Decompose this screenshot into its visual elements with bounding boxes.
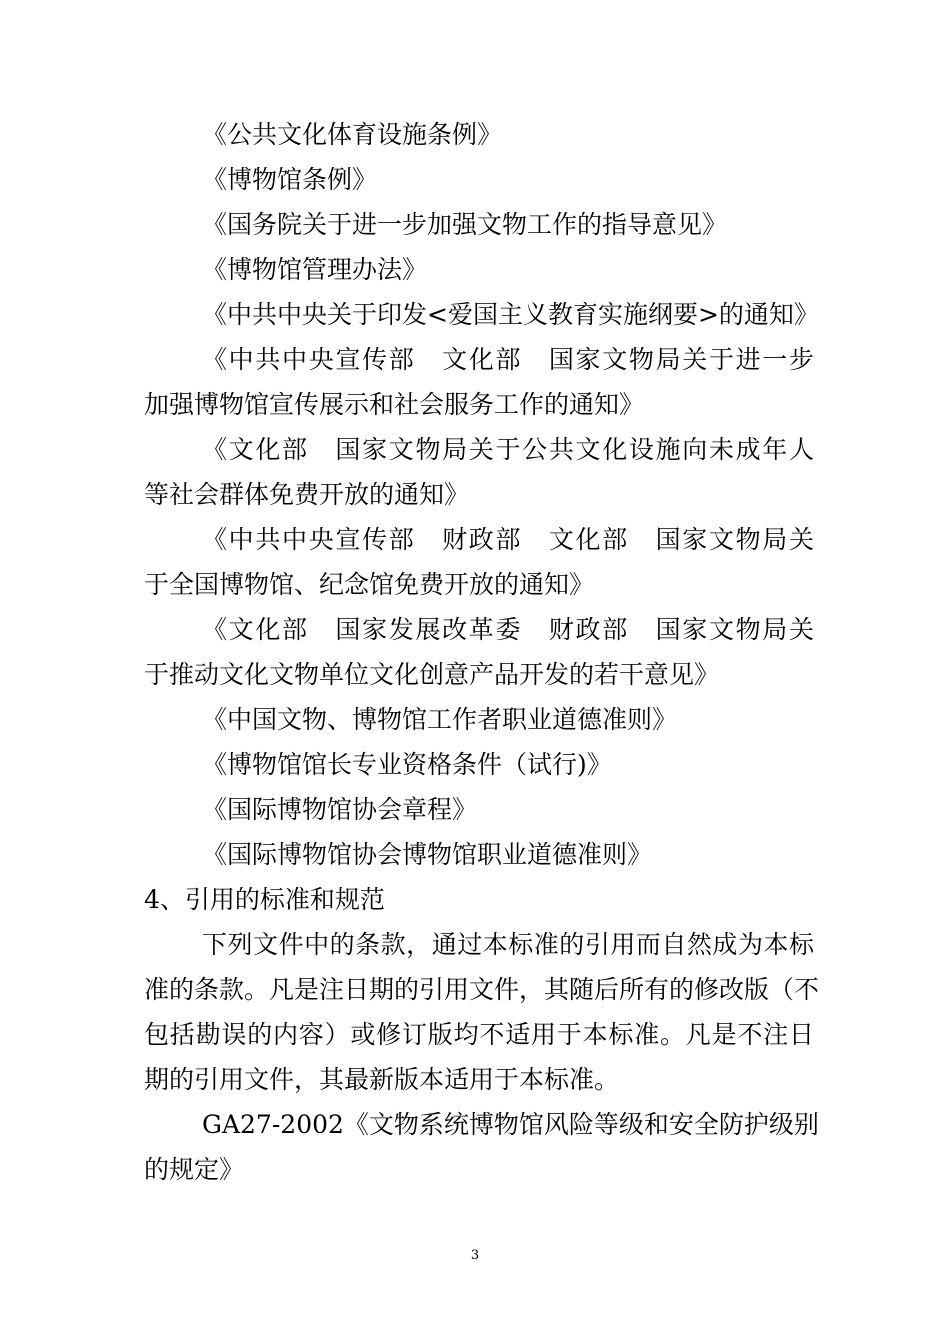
reference-item-line: 《文化部 国家文物局关于公共文化设施向未成年人 <box>202 435 814 464</box>
reference-item: 《博物馆馆长专业资格条件（试行)》 <box>202 750 612 779</box>
paragraph-line: 包括勘误的内容）或修订版均不适用于本标准。凡是不注日 <box>144 1020 814 1049</box>
reference-item: 《博物馆条例》 <box>202 165 378 194</box>
reference-item-line: 于全国博物馆、纪念馆免费开放的通知》 <box>144 570 595 599</box>
paragraph-line: 期的引用文件，其最新版本适用于本标准。 <box>144 1065 620 1094</box>
standard-reference-line: GA27-2002《文物系统博物馆风险等级和安全防护级别 <box>202 1110 819 1139</box>
standard-reference-line: 的规定》 <box>144 1155 245 1184</box>
page-number: 3 <box>470 1248 480 1263</box>
reference-item: 《国务院关于进一步加强文物工作的指导意见》 <box>202 210 728 239</box>
reference-item-line: 《中共中央宣传部 文化部 国家文物局关于进一步 <box>202 345 814 374</box>
reference-item: 《公共文化体育设施条例》 <box>202 120 503 149</box>
paragraph-line: 下列文件中的条款，通过本标准的引用而自然成为本标 <box>202 930 814 959</box>
reference-item-line: 加强博物馆宣传展示和社会服务工作的通知》 <box>144 390 645 419</box>
reference-item: 《中国文物、博物馆工作者职业道德准则》 <box>202 705 678 734</box>
reference-item: 《中共中央关于印发<爱国主义教育实施纲要>的通知》 <box>202 300 819 329</box>
reference-item-line: 等社会群体免费开放的通知》 <box>144 480 470 509</box>
reference-item-line: 于推动文化文物单位文化创意产品开发的若干意见》 <box>144 660 720 689</box>
document-body <box>144 112 820 1192</box>
section-heading: 4、引用的标准和规范 <box>144 885 385 914</box>
reference-item: 《博物馆管理办法》 <box>202 255 428 284</box>
reference-item: 《国际博物馆协会章程》 <box>202 795 478 824</box>
reference-item-line: 《中共中央宣传部 财政部 文化部 国家文物局关 <box>202 525 814 554</box>
reference-item-line: 《文化部 国家发展改革委 财政部 国家文物局关 <box>202 615 814 644</box>
reference-item: 《国际博物馆协会博物馆职业道德准则》 <box>202 840 653 869</box>
paragraph-line: 准的条款。凡是注日期的引用文件，其随后所有的修改版（不 <box>144 975 820 1004</box>
